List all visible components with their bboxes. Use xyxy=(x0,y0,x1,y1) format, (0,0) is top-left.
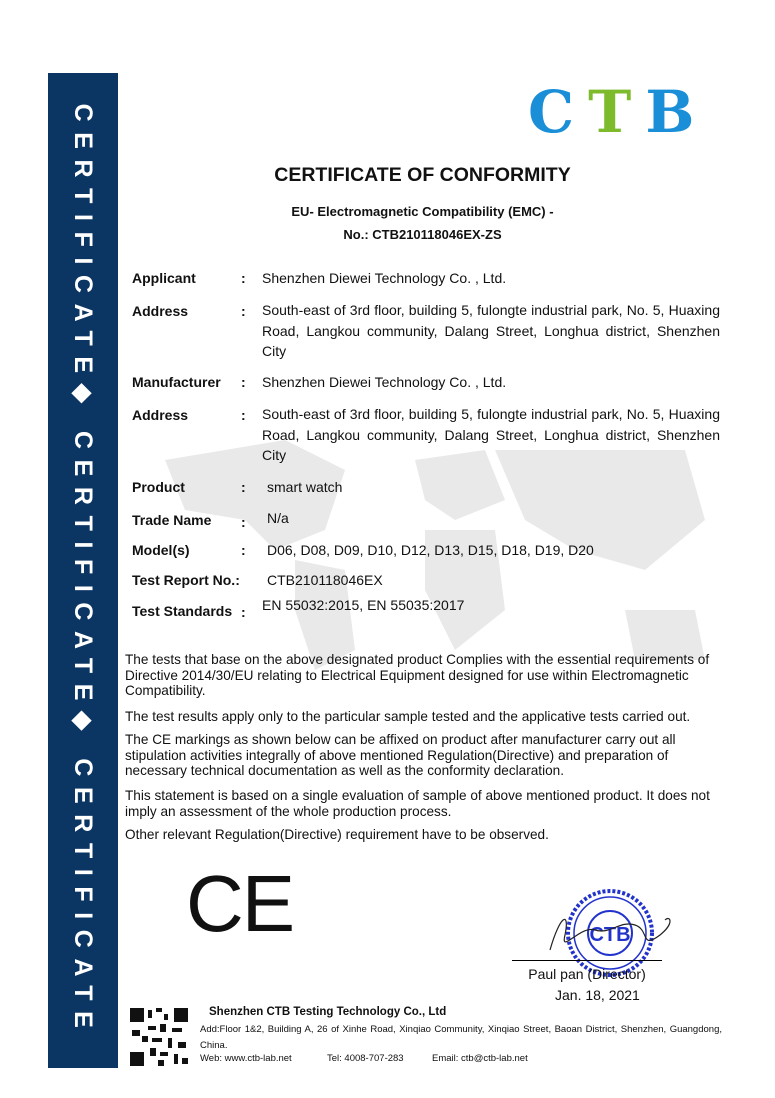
field-value-test-report-no: CTB210118046EX xyxy=(267,572,383,588)
qr-code xyxy=(128,1006,190,1068)
statement-paragraph: Other relevant Regulation(Directive) requirement have to be observed. xyxy=(125,827,549,842)
field-label: Applicant xyxy=(132,270,196,286)
field-value-manufacturer-address: South-east of 3rd floor, building 5, fulongte industrial park, No. 5, Huaxing Road, Langkou community, Dalang Street, Longhua district, Shenzhen City xyxy=(262,406,720,463)
signatory-name: Paul pan (Director) xyxy=(528,966,646,982)
field-value-applicant: Shenzhen Diewei Technology Co. , Ltd. xyxy=(262,270,507,286)
field-colon: : xyxy=(241,604,246,620)
field-label: Product xyxy=(132,479,185,495)
field-label: Manufacturer xyxy=(132,374,221,390)
field-label: Test Standards xyxy=(132,603,233,619)
footer-email[interactable]: Email: ctb@ctb-lab.net xyxy=(432,1053,528,1064)
statement-paragraph: This statement is based on a single evaluation of sample of above mentioned product. It does not imply an assessment of the whole production process. xyxy=(125,788,710,819)
field-colon: : xyxy=(241,270,246,286)
field-label: Test Report No.: xyxy=(132,572,240,588)
field-colon: : xyxy=(241,374,246,390)
field-colon: : xyxy=(241,407,246,423)
statement-paragraph: The tests that base on the above designated product Complies with the essential requirements of Directive 2014/30/EU relating to Electrical Equipment designed for use within Electromagnetic Compatibility. xyxy=(125,652,710,699)
sidebar-text: CERTIFICATE◆ CERTIFICATE◆ CERTIFICATE xyxy=(69,103,97,1038)
statement-paragraph: The CE markings as shown below can be affixed on product after manufacturer carry out all stipulation activities integrally of above mentioned Regulation(Directive) and preparation of necessary technical documentation as well as the conformity declaration. xyxy=(125,732,676,779)
field-colon: : xyxy=(241,514,246,530)
field-value-applicant-address: South-east of 3rd floor, building 5, fulongte industrial park, No. 5, Huaxing Road, Langkou community, Dalang Street, Longhua district, Shenzhen City xyxy=(262,302,720,359)
footer-web[interactable]: Web: www.ctb-lab.net xyxy=(200,1053,292,1064)
ctb-logo: CTB xyxy=(528,78,709,146)
certificate-subtitle: EU- Electromagnetic Compatibility (EMC) - xyxy=(291,204,554,219)
field-colon: : xyxy=(241,542,246,558)
signature-date: Jan. 18, 2021 xyxy=(555,987,640,1003)
footer-company: Shenzhen CTB Testing Technology Co., Ltd xyxy=(209,1006,447,1018)
footer-address: Add:Floor 1&2, Building A, 26 of Xinhe Road, Xinqiao Community, Xinqiao Street, Baoan District, Shenzhen, Guangdong, China. xyxy=(200,1024,722,1051)
field-value-test-standards: EN 55032:2015, EN 55035:2017 xyxy=(262,597,465,613)
field-colon: : xyxy=(241,303,246,319)
field-value-trade-name: N/a xyxy=(267,510,289,526)
field-label: Model(s) xyxy=(132,542,190,558)
field-colon: : xyxy=(241,479,246,495)
footer-tel: Tel: 4008-707-283 xyxy=(327,1053,404,1064)
signature xyxy=(540,905,680,960)
statement-paragraph: The test results apply only to the particular sample tested and the applicative tests carried out. xyxy=(125,709,691,724)
ce-mark: CE xyxy=(186,859,294,948)
field-label: Address xyxy=(132,407,189,423)
stamp-text: CTB xyxy=(589,924,631,946)
certificate-sidebar-banner xyxy=(48,73,118,1068)
field-value-models: D06, D08, D09, D10, D12, D13, D15, D18, D19, D20 xyxy=(267,542,594,558)
field-label: Address xyxy=(132,303,189,319)
field-value-product: smart watch xyxy=(267,479,343,495)
certificate-number: No.: CTB210118046EX-ZS xyxy=(343,227,502,242)
field-label: Trade Name xyxy=(132,512,212,528)
certificate-title: CERTIFICATE OF CONFORMITY xyxy=(274,164,571,186)
signature-line xyxy=(512,960,662,961)
field-value-manufacturer: Shenzhen Diewei Technology Co. , Ltd. xyxy=(262,374,507,390)
